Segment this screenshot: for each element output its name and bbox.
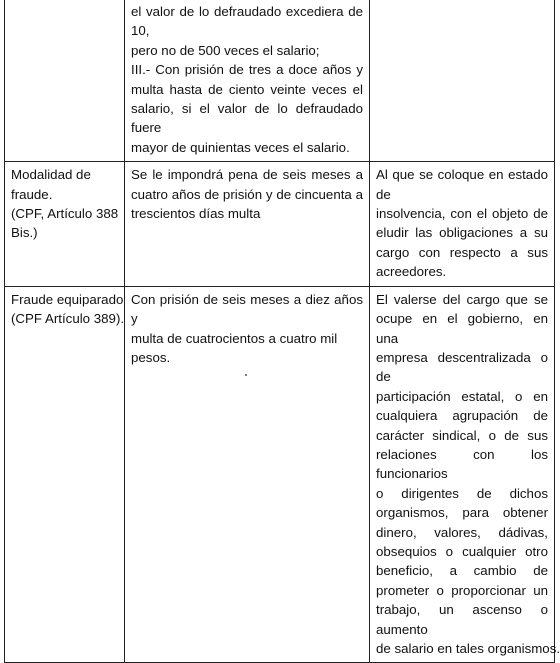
text-line: mayor de quinientas veces el salario. [131, 139, 350, 155]
text-line: dinero, valores, dádivas, [376, 524, 548, 540]
table-cell-penalty [125, 162, 370, 286]
text-line: El valerse del cargo que se [376, 291, 548, 307]
text-line: el valor de lo defraudado excediera de 10, [131, 4, 363, 39]
text-line: Fraude equiparado [11, 291, 124, 307]
text-line: cualquiera agrupación de [376, 408, 548, 424]
table-row [5, 162, 555, 286]
text-line: cuatro años de prisión y de cincuenta a [131, 186, 363, 202]
text-line: cargo con respecto a sus [376, 244, 548, 260]
text-line: relaciones con los funcionarios [376, 446, 548, 482]
text-line: multa de cuatrocientos a cuatro mil [131, 330, 338, 346]
text-line: (CPF, Artículo 388 [11, 206, 119, 222]
text-line: trescientos días multa [131, 206, 261, 222]
text-line: Al que se coloque en estado de [376, 167, 548, 202]
text-line: ocupe en el gobierno, en una [376, 311, 548, 346]
table-cell-modality [5, 286, 125, 663]
text-line: salario, si el valor de lo defraudado fuere [131, 101, 363, 136]
text-line: o dirigentes de dichos [376, 485, 548, 501]
text-line: acreedores. [376, 264, 447, 280]
text-line: Con prisión de seis meses a diez años y [131, 291, 363, 327]
table-cell-penalty [125, 0, 370, 162]
text-line: Se le impondrá pena de seis meses a [131, 167, 363, 183]
table-cell-penalty [125, 286, 370, 663]
text-line: obsequios o cualquier otro [376, 543, 548, 559]
text-line: eludir las obligaciones a su [376, 225, 548, 241]
text-line: Bis.) [11, 225, 38, 241]
table-row [5, 286, 555, 663]
text-line: insolvencia, con el objeto de [376, 206, 548, 222]
table-cell-modality [5, 0, 125, 162]
table-row [5, 0, 555, 162]
text-line: multa hasta de ciento veinte veces el [131, 81, 363, 97]
text-line: carácter sindical, o de sus [376, 427, 548, 443]
fraud-penalties-table [4, 0, 560, 663]
text-line: Modalidad de [11, 167, 91, 183]
text-line: empresa descentralizada o de [376, 349, 548, 385]
text-line: pesos. [131, 349, 171, 365]
text-line: III.- Con prisión de tres a doce años y [131, 62, 363, 78]
text-line: fraude. [11, 186, 53, 202]
table-cell-description [370, 162, 555, 286]
text-line: participación estatal, o en [376, 388, 548, 404]
text-line: trabajo, un ascenso o aumento [376, 602, 548, 637]
table-cell-modality [5, 162, 125, 286]
scan-speck [245, 374, 247, 376]
text-line: de salario en tales organismos. [376, 641, 560, 656]
table-cell-description [370, 0, 555, 162]
text-line: beneficio, a cambio de [376, 563, 548, 579]
text-line: pero no de 500 veces el salario; [131, 42, 320, 58]
text-line: organismos, para obtener [376, 505, 548, 521]
text-line: prometer o proporcionar un [376, 582, 548, 598]
table-cell-description [370, 286, 560, 663]
text-line: (CPF Artículo 389). [11, 311, 125, 327]
